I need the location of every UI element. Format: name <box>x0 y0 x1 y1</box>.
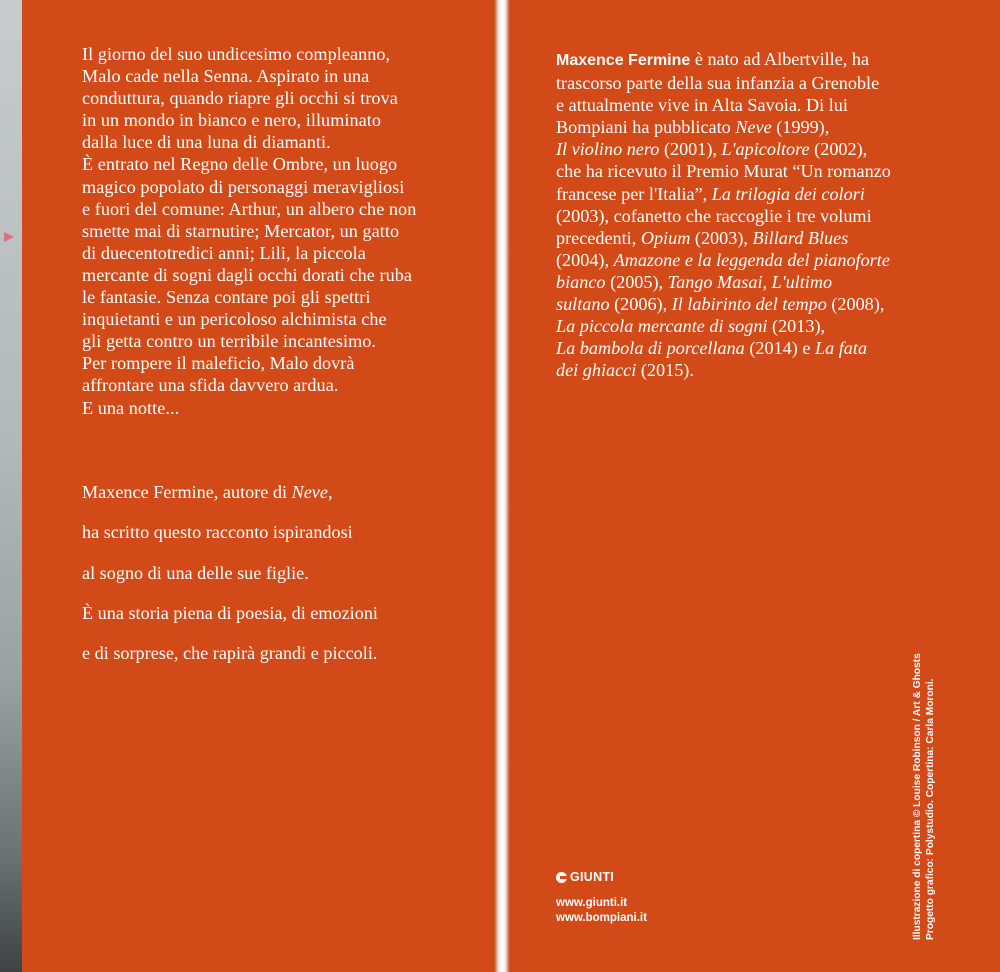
synopsis-line: di duecentotredici anni; Lili, la piccola <box>82 242 366 263</box>
synopsis-line: magico popolato di personaggi meravigliosi <box>82 176 405 197</box>
bio-line: precedenti, Opium (2003), Billard Blues <box>556 227 849 248</box>
bio-line: dei ghiacci (2015). <box>556 360 694 381</box>
website-link-giunti[interactable]: www.giunti.it <box>556 897 628 909</box>
synopsis-line: Il giorno del suo undicesimo compleanno, <box>82 44 391 64</box>
cover-image-fragment <box>4 232 14 242</box>
synopsis-line: smette mai di starnutire; Mercator, un gatto <box>82 220 400 241</box>
synopsis-line: gli getta contro un terribile incantesimo. <box>82 331 377 352</box>
flap-fold-line <box>494 0 510 972</box>
cover-credits <box>912 640 937 940</box>
publisher-brand: GIUNTI <box>570 870 615 884</box>
bio-line: Bompiani ha pubblicato Neve (1999), <box>556 117 830 138</box>
bio-line: Maxence Fermine è nato ad Albertville, ha <box>556 49 870 69</box>
publisher-logo <box>556 870 647 884</box>
website-link-bompiani[interactable]: www.bompiani.it <box>556 912 647 924</box>
giunti-g-icon <box>556 872 567 883</box>
synopsis-line: in un mondo in bianco e nero, illuminato <box>82 110 382 131</box>
author-biography <box>556 48 956 381</box>
bio-line: La piccola mercante di sogni (2013), <box>556 316 826 337</box>
bio-line: e attualmente vive in Alta Savoia. Di lui <box>556 95 848 116</box>
bio-line: sultano (2006), Il labirinto del tempo (2008), <box>556 294 885 315</box>
bio-line: (2003), cofanetto che raccoglie i tre volumi <box>556 205 872 226</box>
author-note-line: al sogno di una delle sue figlie. <box>82 562 309 583</box>
bio-line: trascorso parte della sua infanzia a Grenoble <box>556 73 880 94</box>
synopsis-line: le fantasie. Senza contare poi gli spettri <box>82 287 371 308</box>
author-note <box>82 463 482 683</box>
publisher-block <box>556 870 647 926</box>
synopsis-line: E una notte... <box>82 397 180 418</box>
author-name: Maxence Fermine <box>556 52 691 69</box>
bio-line: che ha ricevuto il Premio Murat “Un romanzo <box>556 161 891 182</box>
author-note-line: È una storia piena di poesia, di emozioni <box>82 603 378 624</box>
author-note-line: Maxence Fermine, autore di Neve, <box>82 482 333 503</box>
bio-line: bianco (2005), Tango Masai, L'ultimo <box>556 271 833 292</box>
synopsis-line: Malo cade nella Senna. Aspirato in una <box>82 66 370 87</box>
synopsis-line: Per rompere il maleficio, Malo dovrà <box>82 353 355 374</box>
bio-line: (2004), Amazone e la leggenda del pianoforte <box>556 249 890 270</box>
synopsis-line: conduttura, quando riapre gli occhi si trova <box>82 88 398 109</box>
synopsis-line: mercante di sogni dagli occhi dorati che ruba <box>82 264 413 285</box>
synopsis-line: dalla luce di una luna di diamanti. <box>82 132 331 153</box>
illustration-credit: Illustrazione di copertina © Louise Robinson / Art & Ghosts <box>912 653 923 940</box>
bio-line: La bambola di porcellana (2014) e La fata <box>556 338 868 359</box>
design-credit: Progetto grafico: Polystudio. Copertina: Carla Moroni. <box>924 678 936 940</box>
synopsis-line: affrontare una sfida davvero ardua. <box>82 375 339 396</box>
bio-line: Il violino nero (2001), L'apicoltore (2002), <box>556 139 868 160</box>
synopsis-line: È entrato nel Regno delle Ombre, un luogo <box>82 154 398 175</box>
synopsis-line: inquietanti e un pericoloso alchimista che <box>82 309 387 330</box>
book-title-neve: Neve <box>291 482 328 503</box>
synopsis-text <box>82 43 482 419</box>
cover-image-edge <box>0 0 22 972</box>
bio-line: francese per l'Italia”, La trilogia dei colori <box>556 183 865 204</box>
author-note-line: ha scritto questo racconto ispirandosi <box>82 522 353 543</box>
synopsis-line: e fuori del comune: Arthur, un albero che non <box>82 198 417 219</box>
author-note-line: e di sorprese, che rapirà grandi e piccoli. <box>82 643 378 664</box>
